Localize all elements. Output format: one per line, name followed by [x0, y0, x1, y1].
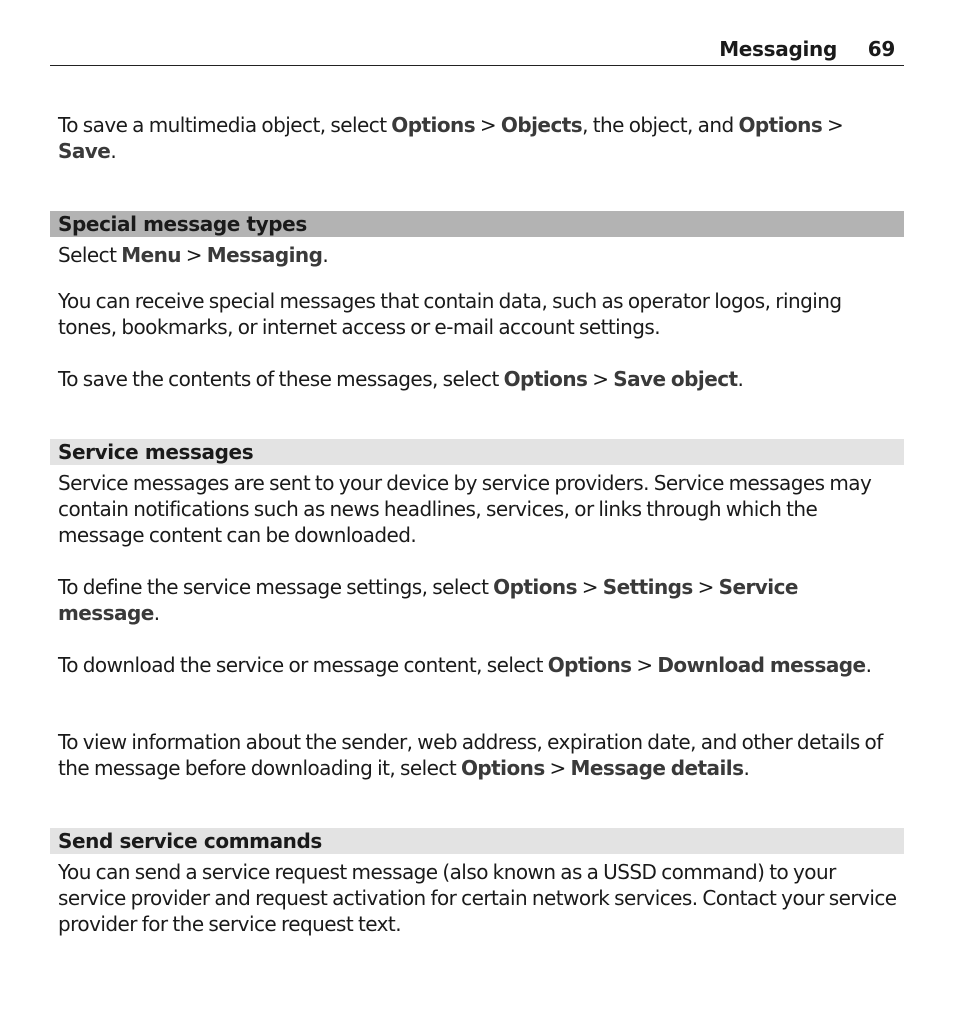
menu-path-options: Options [493, 575, 577, 599]
menu-path-objects: Objects [500, 113, 583, 137]
section-title: Special message types [58, 212, 307, 236]
select-menu-paragraph: Select Menu > Messaging. [58, 243, 329, 267]
view-information-paragraph: To view information about the sender, web address, expiration date, and other details of the message before downloading it, select Options > Message details. [58, 730, 883, 780]
menu-path-save: Save [58, 139, 111, 163]
intro-paragraph: To save a multimedia object, select Options > Objects, the object, and Options > Save. [58, 113, 844, 163]
section-heading-service-messages [50, 439, 904, 465]
header-title: Messaging [719, 37, 837, 61]
menu-path-message-details: Message details [570, 756, 744, 780]
download-content-paragraph: To download the service or message content, select Options > Download message. [58, 653, 872, 677]
menu-path-options: Options [503, 367, 588, 391]
define-settings-paragraph: To define the service message settings, select Options > Settings > Service message. [58, 575, 798, 625]
menu-path-service-message: Service message [58, 575, 798, 625]
section-title: Service messages [58, 440, 254, 464]
service-messages-paragraph: Service messages are sent to your device by service providers. Service messages may contain notifications such as news headlines, services, or links through which the message content can be downloaded. [58, 471, 872, 547]
menu-path-messaging: Messaging [206, 243, 323, 267]
page-header [50, 34, 904, 66]
special-messages-paragraph: You can receive special messages that contain data, such as operator logos, ringing tones, bookmarks, or internet access or e-mail account settings. [58, 289, 842, 339]
save-contents-paragraph: To save the contents of these messages, select Options > Save object. [58, 367, 744, 391]
section-heading-special-message-types [50, 211, 904, 237]
section-heading-send-service-commands [50, 828, 904, 854]
menu-path-save-object: Save object [613, 367, 738, 391]
section-title: Send service commands [58, 829, 322, 853]
menu-path-options: Options [738, 113, 823, 137]
menu-path-options: Options [547, 653, 632, 677]
service-commands-paragraph: You can send a service request message (also known as a USSD command) to your service provider and request activation for certain network services. Contact your service provider for the service request text. [58, 860, 897, 936]
menu-path-settings: Settings [602, 575, 693, 599]
menu-path-menu: Menu [121, 243, 181, 267]
page-number: 69 [867, 37, 895, 61]
menu-path-download-message: Download message [657, 653, 866, 677]
menu-path-options: Options [460, 756, 545, 780]
menu-path-options: Options [391, 113, 476, 137]
